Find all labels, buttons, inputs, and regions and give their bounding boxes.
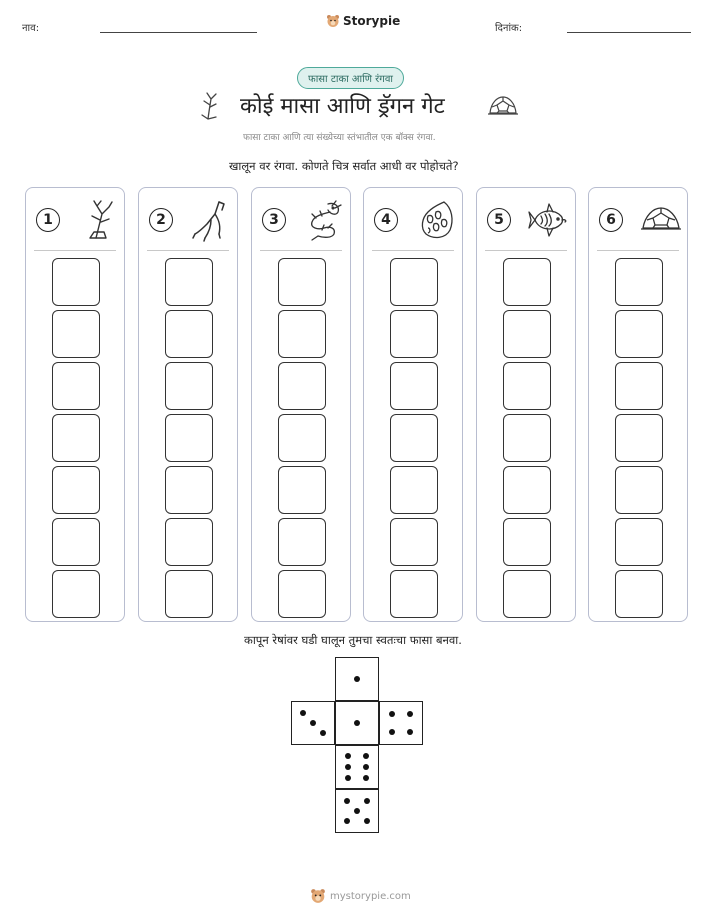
color-box[interactable]	[165, 362, 213, 410]
column-divider	[597, 250, 679, 251]
pip	[344, 798, 350, 804]
column-divider	[372, 250, 454, 251]
color-box[interactable]	[52, 570, 100, 618]
pip	[354, 808, 360, 814]
turtle-shell-icon	[487, 93, 519, 119]
pip	[320, 730, 326, 736]
die-face-two	[291, 701, 335, 745]
pip	[389, 711, 395, 717]
color-box[interactable]	[503, 310, 551, 358]
column-divider	[485, 250, 567, 251]
name-line	[100, 32, 257, 33]
color-box[interactable]	[165, 570, 213, 618]
pip	[344, 818, 350, 824]
deer-antler-icon	[76, 198, 120, 242]
color-box[interactable]	[278, 570, 326, 618]
column-header	[589, 188, 687, 250]
color-box[interactable]	[165, 414, 213, 462]
column-divider	[34, 250, 116, 251]
color-box[interactable]	[390, 310, 438, 358]
pearl-icon	[414, 198, 458, 242]
color-box[interactable]	[52, 310, 100, 358]
brand-logo	[326, 14, 400, 28]
column-header	[252, 188, 350, 250]
color-box[interactable]	[503, 466, 551, 514]
name-label: नाव:	[22, 23, 40, 34]
pip	[364, 798, 370, 804]
color-box[interactable]	[52, 258, 100, 306]
bear-logo-icon	[310, 888, 326, 904]
column-header	[477, 188, 575, 250]
bear-logo-icon	[326, 14, 340, 28]
pip	[300, 710, 306, 716]
column-6	[588, 187, 688, 622]
page-title: कोई मासा आणि ड्रॅगन गेट	[240, 94, 445, 119]
pip	[364, 818, 370, 824]
color-box[interactable]	[615, 258, 663, 306]
column-divider	[147, 250, 229, 251]
color-box[interactable]	[52, 362, 100, 410]
color-box[interactable]	[390, 258, 438, 306]
die-face-one	[335, 657, 379, 701]
color-box[interactable]	[278, 258, 326, 306]
color-box[interactable]	[503, 258, 551, 306]
die-face-four	[379, 701, 423, 745]
column-number: 4	[374, 208, 398, 232]
column-1	[25, 187, 125, 622]
color-box[interactable]	[615, 518, 663, 566]
footer-site[interactable]: mystorypie.com	[330, 890, 411, 902]
column-number: 6	[599, 208, 623, 232]
pip	[345, 753, 351, 759]
color-box[interactable]	[278, 414, 326, 462]
color-box[interactable]	[390, 466, 438, 514]
date-label: दिनांक:	[495, 23, 523, 34]
instruction-text: खालून वर रंगवा. कोणते चित्र सर्वात आधी वर पोहोचते?	[229, 159, 459, 173]
color-box[interactable]	[52, 414, 100, 462]
color-box[interactable]	[165, 258, 213, 306]
color-box[interactable]	[278, 362, 326, 410]
pip	[407, 711, 413, 717]
color-box[interactable]	[165, 518, 213, 566]
column-number: 2	[149, 208, 173, 232]
color-box[interactable]	[278, 466, 326, 514]
column-2	[138, 187, 238, 622]
color-box[interactable]	[615, 414, 663, 462]
pip	[345, 775, 351, 781]
color-box[interactable]	[390, 518, 438, 566]
die-face-six	[335, 745, 379, 789]
pip	[407, 729, 413, 735]
color-box[interactable]	[390, 362, 438, 410]
column-header	[26, 188, 124, 250]
color-box[interactable]	[503, 362, 551, 410]
die-face-five	[335, 789, 379, 833]
turtle-shell-icon	[639, 198, 683, 242]
color-box[interactable]	[52, 518, 100, 566]
column-number: 1	[36, 208, 60, 232]
brand-name: Storypie	[343, 14, 401, 28]
color-box[interactable]	[503, 414, 551, 462]
deer-antler-icon	[196, 91, 226, 123]
color-box[interactable]	[390, 414, 438, 462]
column-3	[251, 187, 351, 622]
color-box[interactable]	[615, 310, 663, 358]
pip	[363, 764, 369, 770]
color-box[interactable]	[615, 362, 663, 410]
page-subtitle: फासा टाका आणि त्या संख्येच्या स्तंभातील एक बॉक्स रंगवा.	[243, 133, 436, 143]
column-5	[476, 187, 576, 622]
pip	[310, 720, 316, 726]
die-face-one	[335, 701, 379, 745]
column-divider	[260, 250, 342, 251]
color-box[interactable]	[52, 466, 100, 514]
footer	[310, 888, 411, 904]
category-pill: फासा टाका आणि रंगवा	[297, 67, 404, 89]
column-number: 5	[487, 208, 511, 232]
pip	[389, 729, 395, 735]
color-box[interactable]	[615, 466, 663, 514]
pip	[354, 676, 360, 682]
pip	[345, 764, 351, 770]
dragon-icon	[302, 198, 346, 242]
koi-fish-icon	[527, 198, 571, 242]
column-header	[364, 188, 462, 250]
date-line	[567, 32, 691, 33]
color-box[interactable]	[390, 570, 438, 618]
pip	[363, 775, 369, 781]
dice-instruction: कापून रेषांवर घडी घालून तुमचा स्वतःचा फासा बनवा.	[244, 633, 462, 647]
dragon-claw-icon	[189, 198, 233, 242]
color-box[interactable]	[615, 570, 663, 618]
pip	[354, 720, 360, 726]
column-4	[363, 187, 463, 622]
color-box[interactable]	[503, 570, 551, 618]
color-box[interactable]	[165, 310, 213, 358]
color-box[interactable]	[503, 518, 551, 566]
column-header	[139, 188, 237, 250]
color-box[interactable]	[278, 518, 326, 566]
color-box[interactable]	[278, 310, 326, 358]
column-number: 3	[262, 208, 286, 232]
pip	[363, 753, 369, 759]
color-box[interactable]	[165, 466, 213, 514]
